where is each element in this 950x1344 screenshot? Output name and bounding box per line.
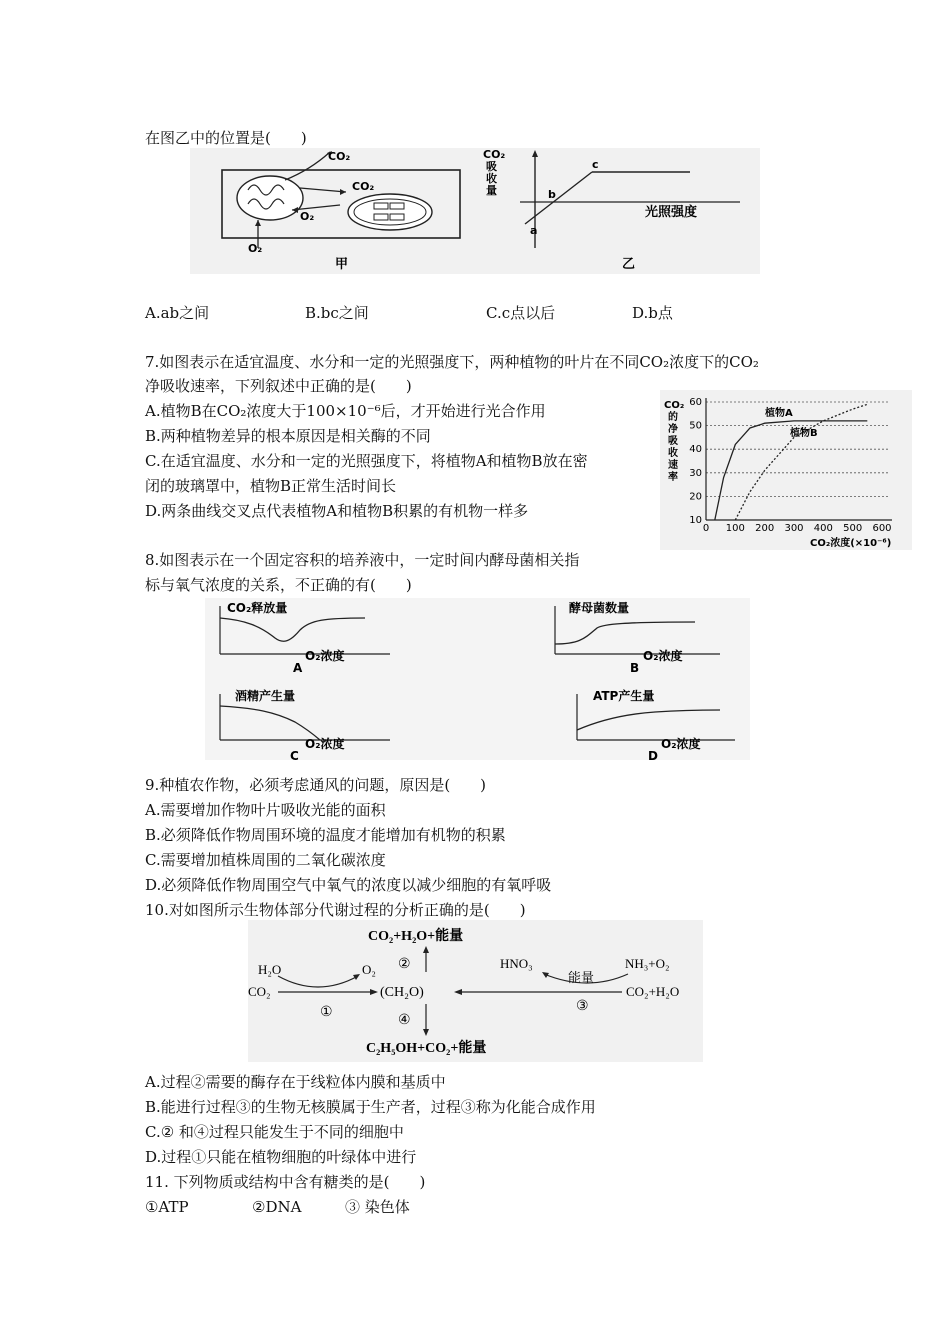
q7-xlabel: CO₂浓度(×10⁻⁶) <box>810 538 892 549</box>
q7-stem-1: 7.如图表示在适宜温度、水分和一定的光照强度下，两种植物的叶片在不同CO₂浓度下的CO₂ <box>145 353 759 371</box>
q7-ylabel-7: 率 <box>668 472 678 483</box>
q10-option-a: A.过程②需要的酶存在于线粒体内膜和基质中 <box>145 1073 446 1091</box>
q9-stem: 9.种植农作物，必须考虑通风的问题，原因是( ) <box>145 776 487 794</box>
co2-top-label: CO₂ <box>328 150 351 163</box>
curve-b <box>555 622 695 644</box>
panel-d-ylabel: ATP产生量 <box>593 689 655 703</box>
q7-chart <box>660 390 912 550</box>
q6-stem-tail: 在图乙中的位置是( ) <box>145 129 307 147</box>
diagram-center: (CH₂O) <box>380 985 424 1000</box>
diagram-h2o: H₂O <box>258 962 282 977</box>
diagram-co2: CO₂ <box>248 984 271 999</box>
y-tick-label: 50 <box>689 420 702 432</box>
diagram-o2: O₂ <box>362 962 376 977</box>
yi-ylabel-2: 吸 <box>486 160 497 173</box>
series-line-b <box>735 404 867 520</box>
yi-ylabel-4: 量 <box>486 184 497 197</box>
q10-option-c: C.② 和④过程只能发生于不同的细胞中 <box>145 1123 404 1141</box>
panel-b-letter: B <box>630 661 640 675</box>
caption-yi: 乙 <box>622 257 636 272</box>
q11-item-1: ①ATP <box>145 1198 189 1216</box>
q7-option-c: C.在适宜温度、水分和一定的光照强度下，将植物A和植物B放在密 <box>145 452 588 470</box>
q9-option-c: C.需要增加植株周围的二氧化碳浓度 <box>145 851 386 869</box>
q11-item-3: ③ 染色体 <box>345 1198 410 1216</box>
q6-option-d: D.b点 <box>632 304 673 322</box>
y-tick-label: 60 <box>689 397 702 408</box>
q10-option-b: B.能进行过程③的生物无核膜属于生产者，过程③称为化能合成作用 <box>145 1098 596 1116</box>
q8-stem-1: 8.如图表示在一个固定容积的培养液中，一定时间内酵母菌相关指 <box>145 551 580 569</box>
yi-ylabel-3: 收 <box>486 172 497 185</box>
diagram-n1: ① <box>320 1005 333 1020</box>
x-tick-label: 500 <box>843 523 863 534</box>
x-tick-label: 200 <box>755 523 775 534</box>
panel-c-ylabel: 酒精产生量 <box>235 689 296 703</box>
q7-ylabel-2: 的 <box>668 412 678 423</box>
diagram-n3: ③ <box>576 999 589 1014</box>
figure-q8 <box>205 598 750 760</box>
q7-option-c-cont: 闭的玻璃罩中，植物B正常生活时间长 <box>145 477 397 495</box>
curve-d <box>577 710 720 730</box>
q7-ylabel-1: CO₂ <box>664 400 685 411</box>
y-tick-label: 20 <box>689 491 702 503</box>
panel-c-letter: C <box>290 749 299 760</box>
q9-option-d: D.必须降低作物周围空气中氧气的浓度以减少细胞的有氧呼吸 <box>145 876 552 894</box>
diagram-n4: ④ <box>398 1013 411 1028</box>
point-a-label: a <box>530 224 538 237</box>
x-tick-label: 0 <box>702 523 710 534</box>
point-b-label: b <box>548 188 556 201</box>
curve-c <box>220 706 320 740</box>
point-c-label: c <box>592 158 599 171</box>
figure-q6 <box>190 148 760 274</box>
q10-option-d: D.过程①只能在植物细胞的叶绿体中进行 <box>145 1148 417 1166</box>
yi-ylabel-1: CO₂ <box>483 148 506 161</box>
q10-stem: 10.对如图所示生物体部分代谢过程的分析正确的是( ) <box>145 901 526 919</box>
q7-stem-2: 净吸收速率，下列叙述中正确的是( ) <box>145 377 412 395</box>
y-tick-label: 40 <box>689 444 702 456</box>
q8-stem-2: 标与氧气浓度的关系，不正确的有( ) <box>145 576 412 594</box>
diagram-top: CO₂+H₂O+能量 <box>368 929 464 944</box>
diagram-energy: 能量 <box>568 970 595 985</box>
figure-q10 <box>248 920 703 1062</box>
q11-item-2: ②DNA <box>252 1198 302 1216</box>
panel-a-letter: A <box>293 661 303 675</box>
caption-jia: 甲 <box>335 257 349 272</box>
diagram-hno3: HNO₃ <box>500 956 533 971</box>
q9-option-a: A.需要增加作物叶片吸收光能的面积 <box>145 801 386 819</box>
q7-ylabel-5: 收 <box>668 448 678 459</box>
panel-a-xlabel: O₂浓度 <box>305 649 345 663</box>
q7-option-a: A.植物B在CO₂浓度大于100×10⁻⁶后，才开始进行光合作用 <box>145 402 546 420</box>
x-tick-label: 100 <box>725 523 745 534</box>
y-tick-label: 10 <box>689 515 702 526</box>
q6-option-c: C.c点以后 <box>486 304 556 322</box>
panel-c-xlabel: O₂浓度 <box>305 737 345 751</box>
series-label-b: 植物B <box>790 428 818 439</box>
mitochondrion-shape <box>237 176 303 220</box>
diagram-nh3: NH₃+O₂ <box>625 956 670 971</box>
diagram-bottom: C₂H₅OH+CO₂+能量 <box>366 1041 487 1056</box>
panel-a-ylabel: CO₂释放量 <box>227 601 288 615</box>
panel-b-ylabel: 酵母菌数量 <box>569 601 630 615</box>
o2-bottom-label: O₂ <box>248 242 263 255</box>
yi-xlabel: 光照强度 <box>645 205 698 220</box>
o2-mid-label: O₂ <box>300 210 315 223</box>
q6-option-a: A.ab之间 <box>145 304 210 322</box>
x-tick-label: 300 <box>784 523 804 534</box>
x-tick-label: 400 <box>813 523 833 534</box>
panel-d-letter: D <box>648 749 658 760</box>
q7-ylabel-3: 净 <box>668 424 678 435</box>
series-label-a: 植物A <box>765 408 793 419</box>
q7-ylabel-4: 吸 <box>668 436 678 447</box>
panel-b-xlabel: O₂浓度 <box>643 649 683 663</box>
q6-option-b: B.bc之间 <box>305 304 369 322</box>
curve-a <box>220 618 365 641</box>
q7-chart-svg <box>660 390 912 550</box>
diagram-right-bottom: CO₂+H₂O <box>626 984 680 999</box>
q7-ylabel-6: 速 <box>668 460 678 471</box>
panel-d-xlabel: O₂浓度 <box>661 737 701 751</box>
q11-stem: 11. 下列物质或结构中含有糖类的是( ) <box>145 1173 426 1191</box>
y-tick-label: 30 <box>689 467 702 479</box>
q9-option-b: B.必须降低作物周围环境的温度才能增加有机物的积累 <box>145 826 506 844</box>
co2-mid-label: CO₂ <box>352 180 375 193</box>
x-tick-label: 600 <box>872 523 892 534</box>
q7-option-b: B.两种植物差异的根本原因是相关酶的不同 <box>145 427 431 445</box>
diagram-n2: ② <box>398 957 411 972</box>
q7-option-d: D.两条曲线交叉点代表植物A和植物B积累的有机物一样多 <box>145 502 529 520</box>
